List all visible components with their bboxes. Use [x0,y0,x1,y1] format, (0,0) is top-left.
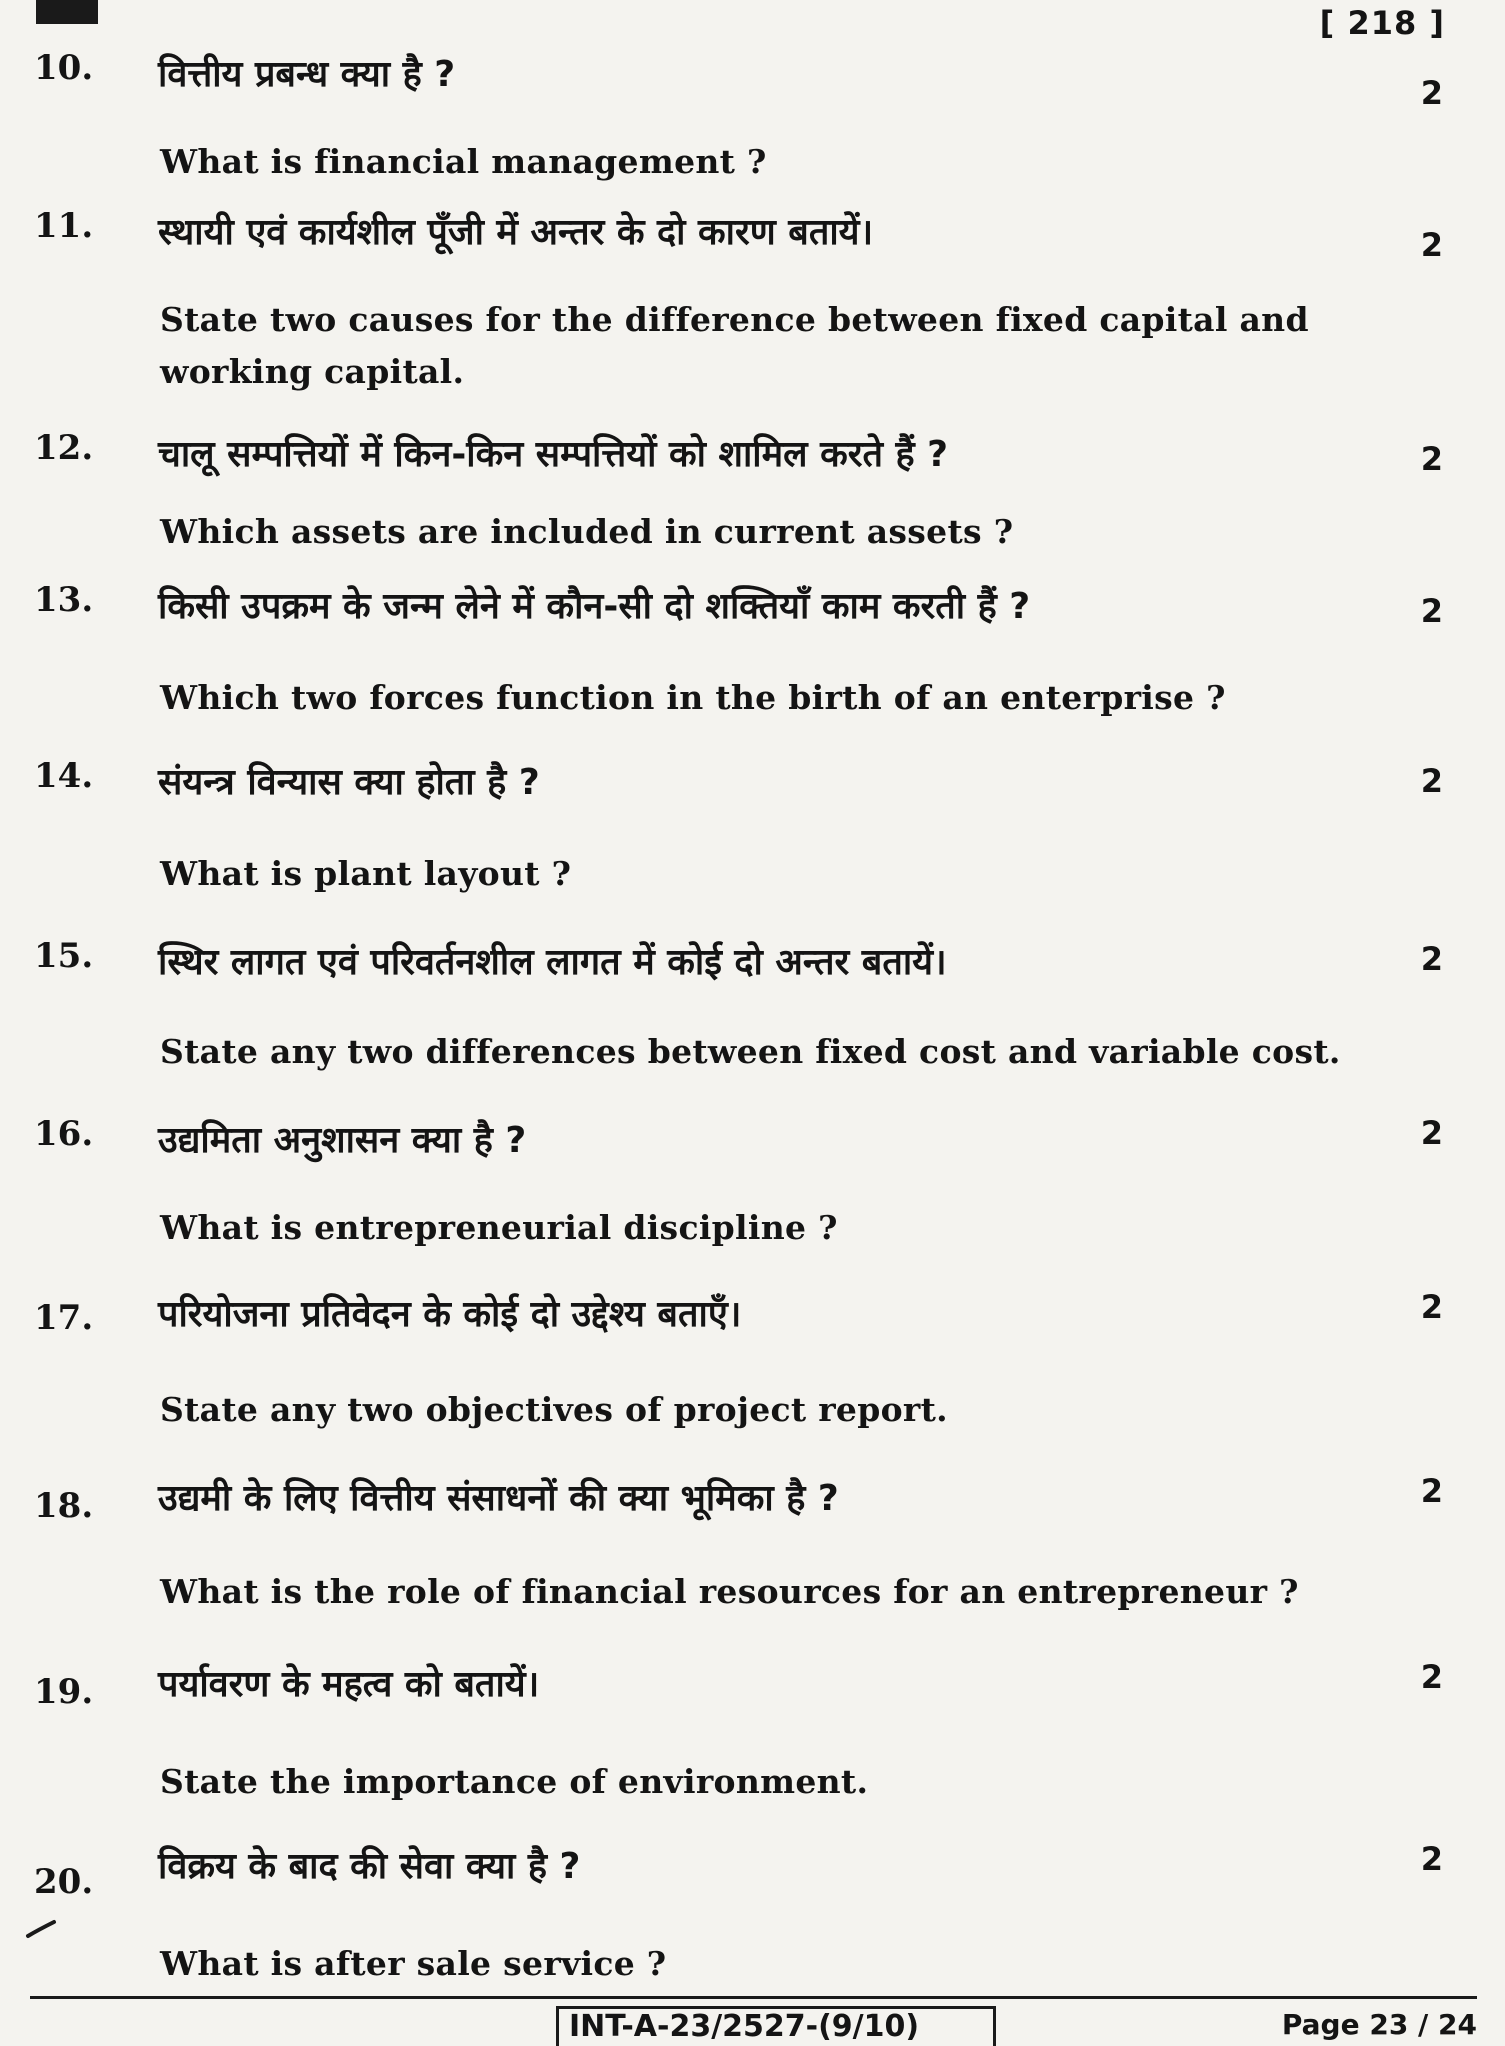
question-text-hindi: विक्रय के बाद की सेवा क्या है ? [158,1846,581,1887]
question-text-hindi: वित्तीय प्रबन्ध क्या है ? [158,54,456,95]
question-number: 19. [34,1672,94,1712]
question-text-english: State any two objectives of project report. [160,1390,948,1429]
question-marks: 2 [1420,74,1443,112]
question-18 [0,1472,1505,1642]
footer-rule [30,1996,1477,1999]
question-text-english: Which assets are included in current assets ? [160,512,1014,551]
paper-code: [ 218 ] [1319,4,1445,42]
question-text-hindi: पर्यावरण के महत्व को बतायें। [158,1664,540,1705]
question-text-english: What is financial management ? [160,142,767,181]
question-number: 13. [34,580,94,620]
corner-mark [36,0,98,24]
question-text-english: What is after sale service ? [160,1944,667,1983]
question-10 [0,48,1505,218]
question-number: 16. [34,1114,94,1154]
question-number: 14. [34,756,94,796]
question-text-hindi: उद्यमी के लिए वित्तीय संसाधनों की क्या भूमिका है ? [158,1478,839,1519]
question-marks: 2 [1420,762,1443,800]
question-marks: 2 [1420,440,1443,478]
question-text-hindi: चालू सम्पत्तियों में किन-किन सम्पत्तियों को शामिल करते हैं ? [158,434,949,475]
question-15 [0,936,1505,1106]
question-text-hindi: परियोजना प्रतिवेदन के कोई दो उद्देश्य बताएँ। [158,1294,742,1335]
document-code: INT-A-23/2527-(9/10) [556,2006,996,2046]
question-marks: 2 [1420,226,1443,264]
question-marks: 2 [1420,1288,1443,1326]
question-marks: 2 [1420,592,1443,630]
question-number: 12. [34,428,94,468]
page-number: Page 23 / 24 [1281,2008,1477,2041]
question-marks: 2 [1420,1840,1443,1878]
question-text-hindi: स्थिर लागत एवं परिवर्तनशील लागत में कोई दो अन्तर बतायें। [158,942,947,983]
question-20 [0,1840,1505,2010]
question-number: 20. [34,1862,94,1902]
question-text-english: Which two forces function in the birth of an enterprise ? [160,678,1226,717]
question-number: 10. [34,48,94,88]
question-number: 15. [34,936,94,976]
question-text-english: State the importance of environment. [160,1762,869,1801]
question-text-hindi: उद्यमिता अनुशासन क्या है ? [158,1120,527,1161]
question-number: 11. [34,206,94,246]
question-text-hindi: स्थायी एवं कार्यशील पूँजी में अन्तर के दो कारण बतायें। [158,212,874,253]
question-number: 17. [34,1298,94,1338]
question-text-english: What is the role of financial resources for an entrepreneur ? [160,1572,1299,1611]
question-17 [0,1288,1505,1458]
question-marks: 2 [1420,1472,1443,1510]
pen-tick-mark [24,1900,84,1940]
question-text-english: What is plant layout ? [160,854,572,893]
question-13 [0,580,1505,750]
question-12 [0,428,1505,598]
question-text-english: State any two differences between fixed cost and variable cost. [160,1032,1341,1071]
question-number: 18. [34,1486,94,1526]
question-marks: 2 [1420,940,1443,978]
question-text-english: State two causes for the difference between fixed capital and working capital. [160,300,1309,391]
question-marks: 2 [1420,1658,1443,1696]
question-text-hindi: किसी उपक्रम के जन्म लेने में कौन-सी दो शक्तियाँ काम करती हैं ? [158,586,1031,627]
question-14 [0,756,1505,926]
question-19 [0,1658,1505,1828]
question-marks: 2 [1420,1114,1443,1152]
question-text-hindi: संयन्त्र विन्यास क्या होता है ? [158,762,540,803]
question-text-english: What is entrepreneurial discipline ? [160,1208,838,1247]
question-16 [0,1114,1505,1284]
question-11 [0,206,1505,391]
